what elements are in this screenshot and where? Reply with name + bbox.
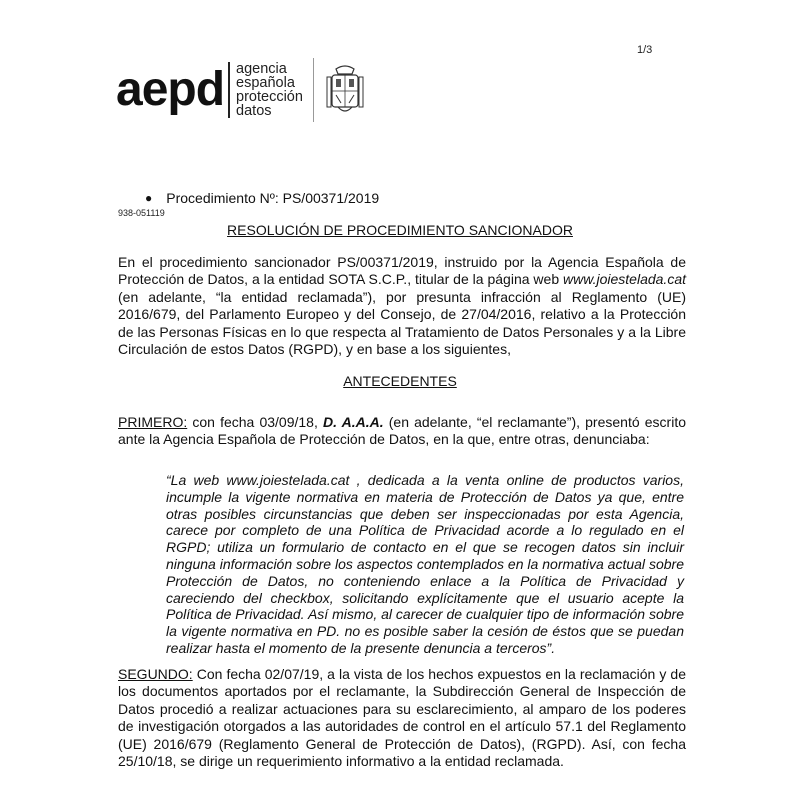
logo-mark: aepd xyxy=(116,63,225,116)
intro-text: (en adelante, “la entidad reclamada”), por presunta infracción al Reglamento (UE) 2016/679, del Parlamento Europeo y del Consejo, de 27/04/2016, relativo a la Protección de las Personas Físicas en lo que respecta al Tratamiento de Datos Personales y a la Libre Circulación de estos Datos (RGPD), y en base a los siguientes, xyxy=(118,288,686,358)
website-text: www.joiestelada.cat xyxy=(563,271,686,288)
complaint-quote: “La web www.joiestelada.cat , dedicada a la venta online de productos varios, incumple la vigente normativa en materia de Protección de Datos ya que, entre otras posibles circunstancias que deben ser inspeccionadas por esta Agencia, carece por completo de una Política de Privacidad acorde a lo regulado en el RGPD; utiliza un formulario de contacto en el que se recogen datos sin incluir ninguna información sobre los aspectos contemplados en la normativa actual sobre Protección de Datos, no conteniendo enlace a la Política de Privacidad y careciendo del checkbox, solicitando explícitamente que el usuario acepte la Política de Privacidad. Así mismo, al carecer de cualquier tipo de información sobre la vigente normativa en PD. no es posible saber la cesión de éstos que se puedan realizar hasta el momento de la presente denuncia a terceros”. xyxy=(166,472,684,656)
segundo-text: Con fecha 02/07/19, a la vista de los hechos expuestos en la reclamación y de los documentos aportados por el reclamante, la Subdirección General de Inspección de Datos procedió a realizar actuaciones para su esclarecimiento, al amparo de los poderes de investigación otorgados a las autoridades de control en el artículo 57.1 del Reglamento (UE) 2016/679 (Reglamento General de Protección de Datos), (RGPD). Así, con fecha 25/10/18, se dirige un requerimiento informativo a la entidad reclamada. xyxy=(118,666,686,770)
claimant-name: D. A.A.A. xyxy=(322,414,384,430)
procedure-label: Procedimiento Nº: PS/00371/2019 xyxy=(166,190,380,206)
aepd-logo xyxy=(116,58,364,122)
page-number: 1/3 xyxy=(637,44,653,56)
logo-line: datos xyxy=(236,103,272,119)
primero-label: PRIMERO: xyxy=(118,414,188,430)
intro-text: En el procedimiento sancionador PS/00371/2019, instruido por la Agencia Española de Protección de Datos, a la entidad SOTA S.C.P., titular de la página web xyxy=(118,254,686,288)
logo-line: española xyxy=(236,75,295,91)
logo-text xyxy=(236,62,303,118)
logo-separator xyxy=(228,62,230,118)
segundo-paragraph xyxy=(118,666,686,770)
document-title: RESOLUCIÓN DE PROCEDIMIENTO SANCIONADOR xyxy=(227,222,573,238)
section-title: ANTECEDENTES xyxy=(343,373,457,389)
primero-paragraph xyxy=(118,414,686,449)
primero-text: con fecha 03/09/18, xyxy=(187,414,323,430)
logo-line: agencia xyxy=(236,61,287,77)
segundo-label: SEGUNDO: xyxy=(118,666,193,682)
logo-divider xyxy=(313,58,314,122)
bullet-icon: ● xyxy=(145,191,153,205)
document-code: 938-051119 xyxy=(118,208,165,218)
logo-line: protección xyxy=(236,89,303,105)
intro-paragraph xyxy=(118,254,686,358)
primero-text: (en adelante, “el reclamante”), presentó escrito ante la Agencia Española de Protección de Datos, en la que, entre otras, denunciaba: xyxy=(118,414,686,448)
procedure-line xyxy=(145,190,379,206)
coat-of-arms-icon xyxy=(326,63,364,117)
